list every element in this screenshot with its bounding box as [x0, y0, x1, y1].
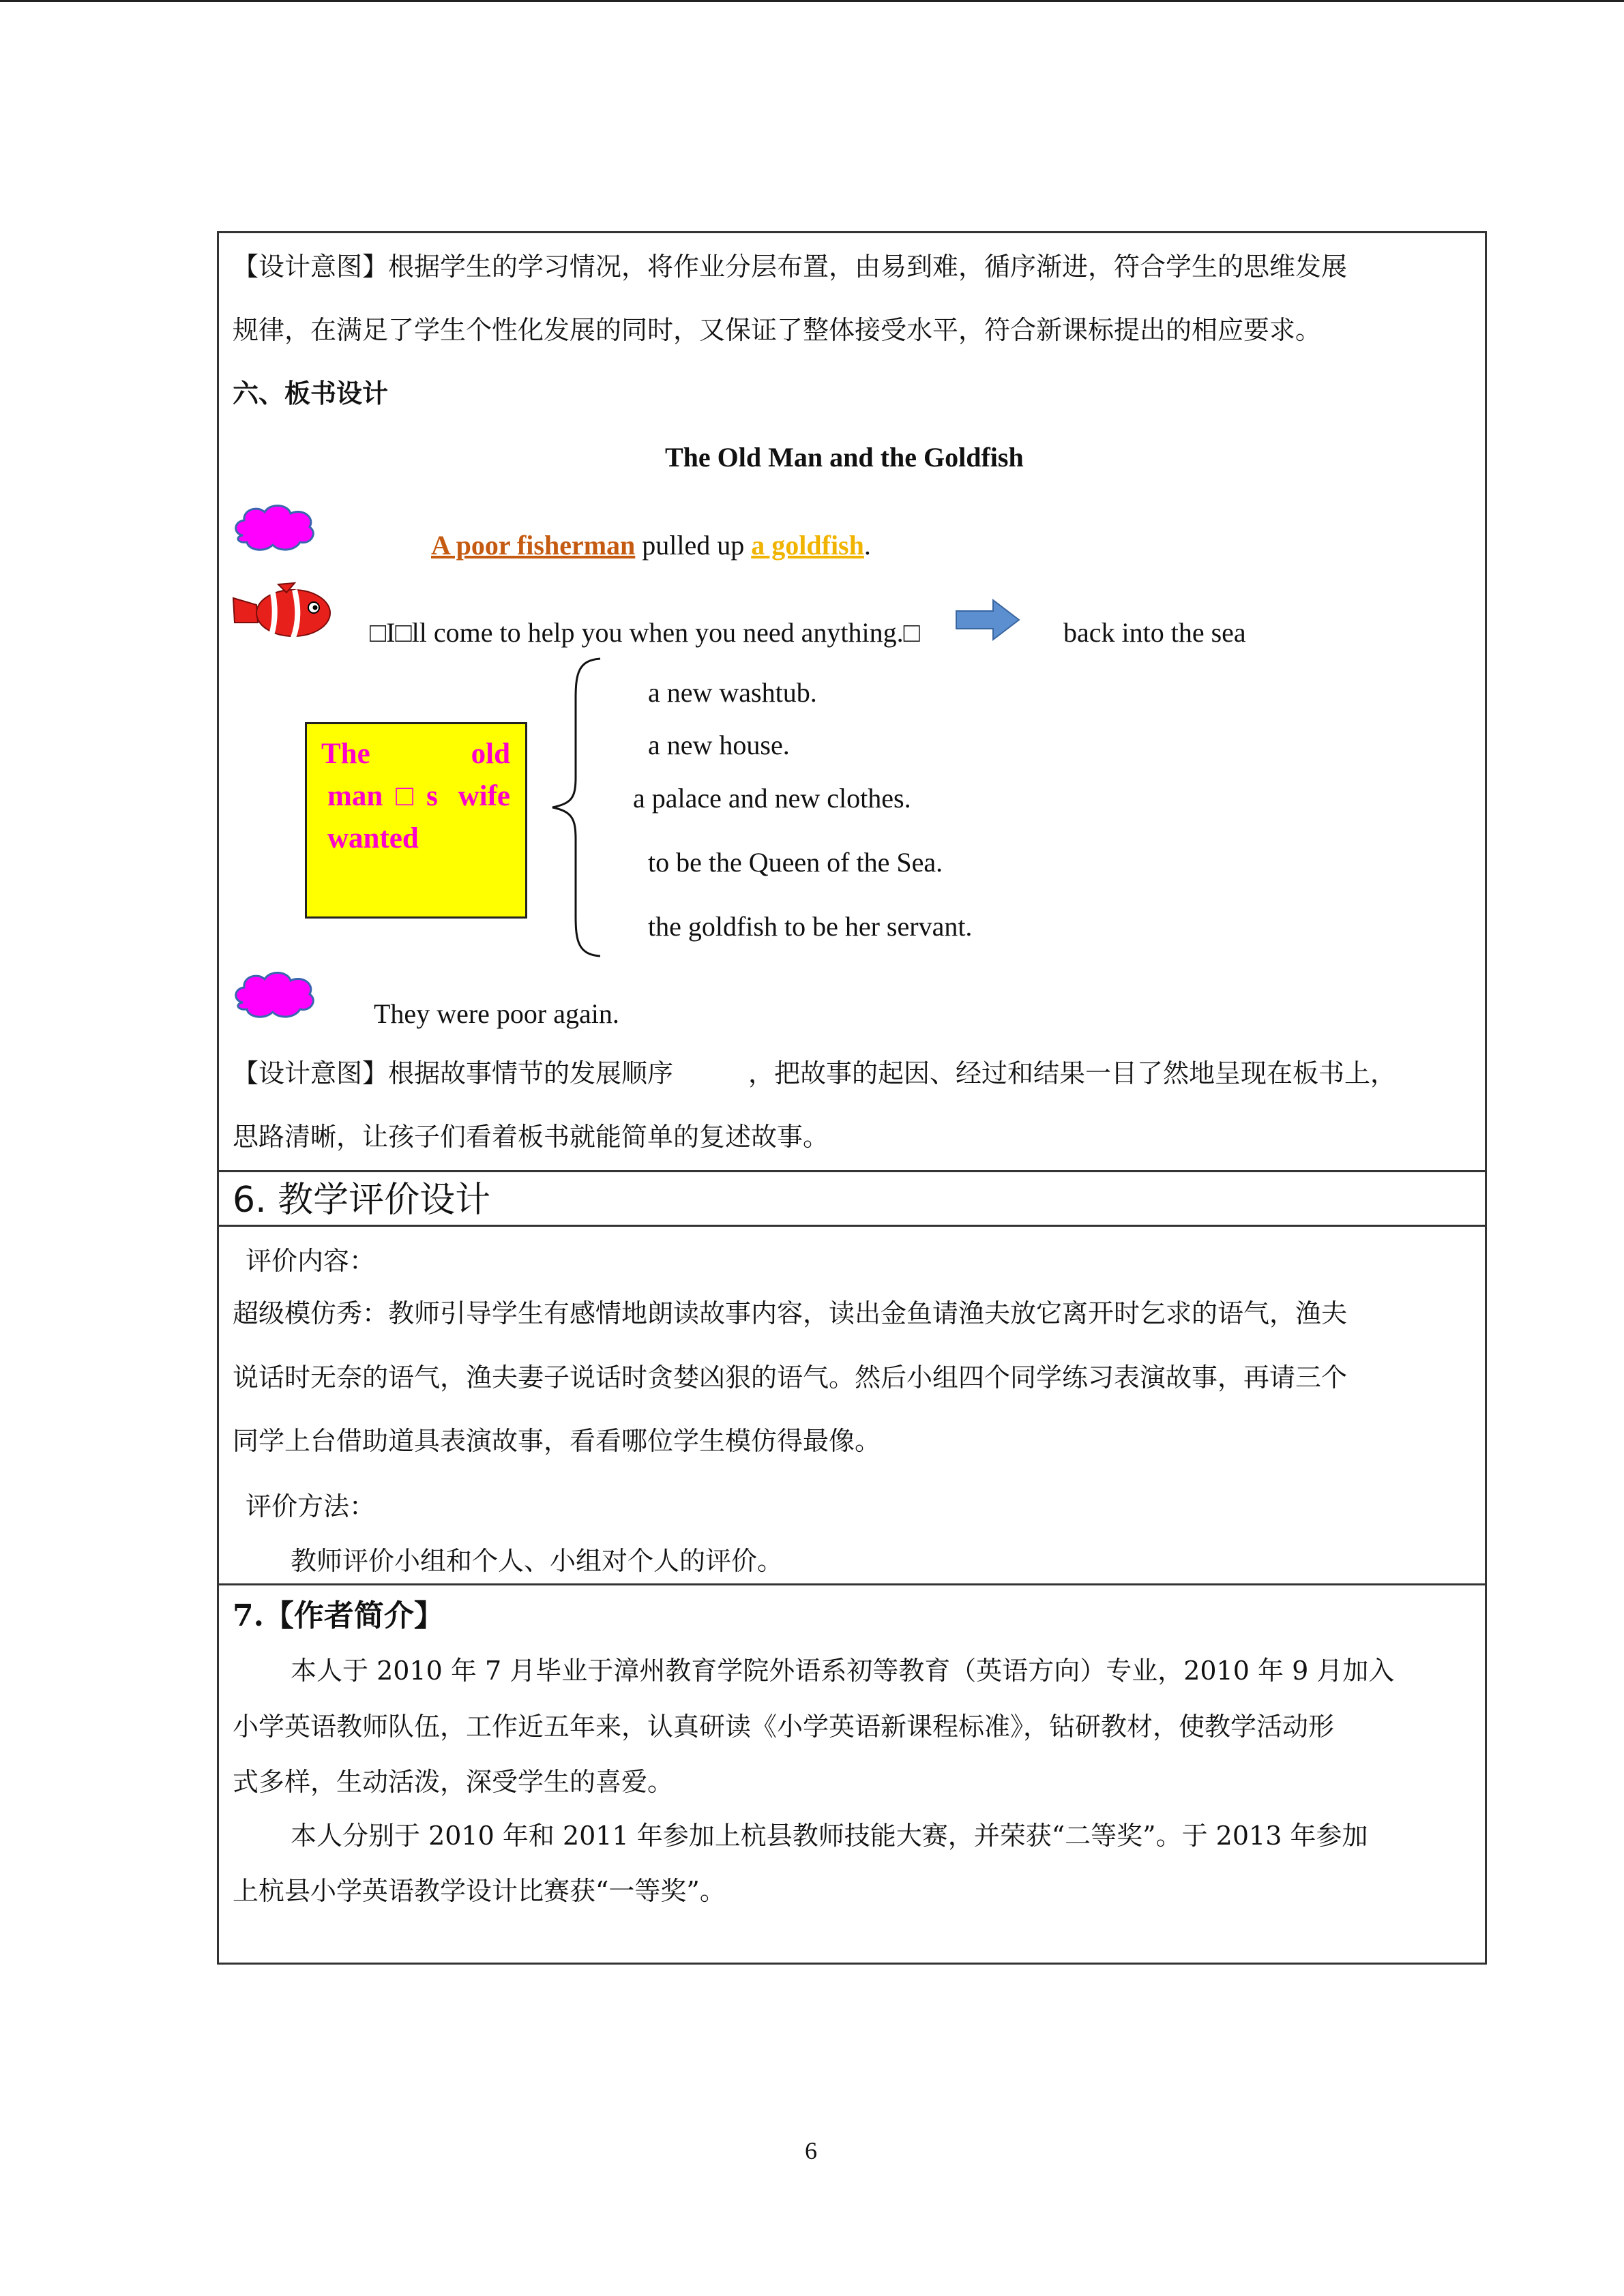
box-line: man□s wife — [327, 780, 510, 812]
want-item: a new washtub. — [648, 677, 817, 708]
goldfish-phrase: a goldfish — [751, 530, 864, 561]
ending-text: They were poor again. — [374, 998, 619, 1029]
arrow-right-icon — [955, 599, 1020, 641]
divider-section7 — [219, 1583, 1485, 1585]
want-item: a new house. — [648, 730, 790, 760]
box-line: wanted — [327, 822, 419, 854]
document-table — [217, 231, 1487, 1965]
box-line: The old — [321, 738, 510, 770]
section7-heading: 7.【作者简介】 — [233, 1598, 444, 1633]
author-bio-line: 本人于 2010 年 7 月毕业于漳州教育学院外语系初等教育（英语方向）专业，2010 年 9 月加入 — [291, 1656, 1395, 1686]
evaluation-method-label: 评价方法： — [246, 1491, 376, 1521]
blackboard-heading: 六、板书设计 — [233, 378, 389, 408]
design-intent-line: 【设计意图】根据故事情节的发展顺序 — [233, 1058, 674, 1088]
author-bio-line: 式多样，生动活泼，深受学生的喜爱。 — [233, 1767, 674, 1797]
author-bio-line: 上杭县小学英语教学设计比赛获“一等奖”。 — [233, 1876, 726, 1906]
want-item: to be the Queen of the Sea. — [648, 847, 943, 878]
cloud-icon — [231, 500, 318, 554]
want-item: a palace and new clothes. — [633, 783, 911, 814]
evaluation-content-label: 评价内容： — [246, 1246, 376, 1276]
design-intent-line: 规律，在满足了学生个性化发展的同时，又保证了整体接受水平，符合新课标提出的相应要求。 — [233, 315, 1322, 345]
top-rule — [0, 0, 1624, 2]
fisherman-phrase: A poor fisherman — [431, 530, 636, 561]
evaluation-content-line: 说话时无奈的语气，渔夫妻子说话时贪婪凶狠的语气。然后小组四个同学练习表演故事，再请三个 — [233, 1362, 1348, 1392]
curly-brace — [546, 657, 607, 957]
evaluation-content-line: 超级模仿秀：教师引导学生有感情地朗读故事内容，读出金鱼请渔夫放它离开时乞求的语气，渔夫 — [233, 1298, 1348, 1328]
cloud-icon — [231, 967, 318, 1022]
blackboard-title: The Old Man and the Goldfish — [665, 442, 1024, 473]
evaluation-method-text: 教师评价小组和个人、小组对个人的评价。 — [291, 1546, 784, 1576]
goldfish-quote: □I□ll come to help you when you need anything.□ — [370, 617, 920, 648]
evaluation-content-line: 同学上台借助道具表演故事，看看哪位学生模仿得最像。 — [233, 1426, 881, 1456]
divider-section6-body — [219, 1225, 1485, 1227]
design-intent-line: 思路清晰，让孩子们看着板书就能简单的复述故事。 — [233, 1122, 829, 1152]
goldfish-icon — [231, 580, 340, 642]
section6-heading: 6. 教学评价设计 — [233, 1180, 491, 1221]
design-intent-line: 【设计意图】根据学生的学习情况，将作业分层布置，由易到难，循序渐进，符合学生的思维发展 — [233, 252, 1348, 282]
back-into-sea-text: back into the sea — [1063, 617, 1246, 648]
wife-wanted-box — [305, 722, 527, 919]
author-bio-line: 本人分别于 2010 年和 2011 年参加上杭县教师技能大赛，并荣获“二等奖”。于 2013 年参加 — [291, 1821, 1368, 1851]
want-item: the goldfish to be her servant. — [648, 911, 973, 942]
design-intent-line: ，把故事的起因、经过和结果一目了然地呈现在板书上， — [748, 1058, 1397, 1088]
author-bio-line: 小学英语教师队伍，工作近五年来，认真研读《小学英语新课程标准》，钻研教材，使教学活动形 — [233, 1712, 1335, 1742]
page-number: 6 — [805, 2137, 817, 2164]
divider-section6 — [219, 1170, 1485, 1172]
blackboard-line1: A poor fisherman pulled up a goldfish. — [431, 530, 871, 561]
